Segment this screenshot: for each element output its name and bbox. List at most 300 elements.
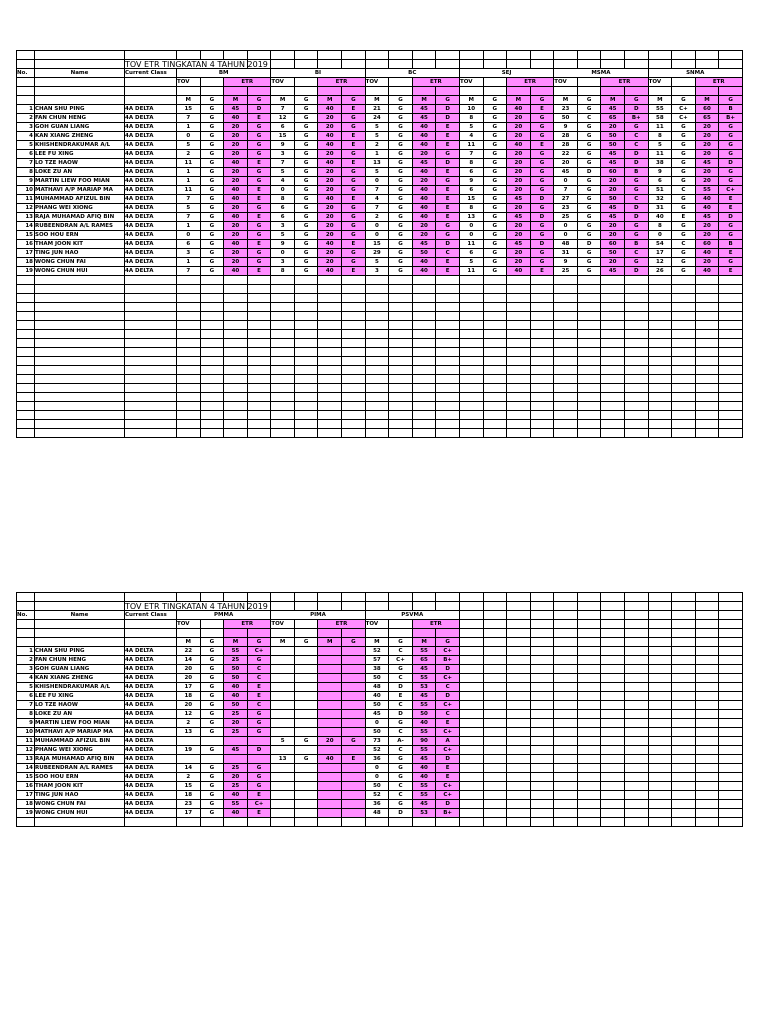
student-class: 4A DELTA — [125, 800, 177, 809]
empty-cell — [577, 357, 601, 366]
empty-cell — [342, 429, 366, 438]
empty-cell — [530, 692, 554, 701]
grade-cell: C — [624, 132, 648, 141]
grade-cell: 15 — [271, 132, 295, 141]
grade-cell: G — [342, 231, 366, 240]
empty-cell — [17, 429, 35, 438]
empty-cell — [554, 348, 578, 357]
student-name: LO TZE HAOW — [35, 159, 125, 168]
grade-cell — [318, 692, 342, 701]
grade-cell: 20 — [601, 222, 625, 231]
etr-label: ETR — [224, 620, 271, 629]
grade-cell: 40 — [412, 132, 436, 141]
student-class: 4A DELTA — [125, 222, 177, 231]
empty-cell — [17, 96, 35, 105]
grade-cell: G — [672, 204, 696, 213]
grade-cell — [177, 755, 201, 764]
empty-cell — [624, 357, 648, 366]
student-row — [17, 683, 743, 692]
empty-cell — [648, 719, 672, 728]
empty-cell — [624, 420, 648, 429]
grade-cell: E — [247, 159, 271, 168]
empty-cell — [648, 773, 672, 782]
grade-cell: G — [342, 258, 366, 267]
grade-cell: 20 — [318, 737, 342, 746]
empty-cell — [672, 746, 696, 755]
empty-cell — [483, 339, 507, 348]
empty-cell — [554, 339, 578, 348]
empty-cell — [648, 656, 672, 665]
tov-etr-row — [17, 620, 743, 629]
grade-cell: 50 — [224, 674, 248, 683]
empty-cell — [601, 638, 625, 647]
empty-cell — [695, 638, 719, 647]
grade-cell: G — [247, 231, 271, 240]
grade-cell: 20 — [695, 132, 719, 141]
empty-cell — [507, 764, 531, 773]
grade-cell: G — [577, 249, 601, 258]
empty-cell — [389, 620, 413, 629]
grade-cell — [271, 710, 295, 719]
empty-cell — [436, 593, 460, 602]
empty-cell — [294, 51, 318, 60]
grade-cell: 20 — [695, 258, 719, 267]
empty-cell — [412, 393, 436, 402]
grade-cell: 55 — [695, 186, 719, 195]
empty-cell — [389, 60, 413, 69]
grade-cell: G — [483, 213, 507, 222]
empty-cell — [125, 87, 177, 96]
empty-cell — [624, 809, 648, 818]
empty-cell — [17, 602, 35, 611]
empty-cell — [554, 629, 578, 638]
grade-cell: G — [342, 222, 366, 231]
grade-cell: G — [530, 150, 554, 159]
grade-cell: E — [247, 683, 271, 692]
empty-cell — [17, 51, 35, 60]
empty-cell — [507, 51, 531, 60]
grade-cell — [294, 782, 318, 791]
grade-cell: G — [294, 177, 318, 186]
grade-cell: 20 — [177, 701, 201, 710]
grade-cell: 60 — [695, 105, 719, 114]
grade-cell: E — [342, 105, 366, 114]
empty-cell — [648, 665, 672, 674]
empty-cell — [554, 737, 578, 746]
grade-cell: G — [200, 809, 224, 818]
empty-cell — [459, 737, 483, 746]
grade-cell — [294, 791, 318, 800]
grade-cell: 20 — [318, 249, 342, 258]
empty-cell — [318, 402, 342, 411]
blank-row — [17, 303, 743, 312]
empty-cell — [177, 303, 201, 312]
etr-label: ETR — [318, 620, 365, 629]
empty-cell — [601, 348, 625, 357]
student-row — [17, 222, 743, 231]
grade-cell: 7 — [365, 186, 389, 195]
empty-cell — [601, 809, 625, 818]
empty-cell — [17, 638, 35, 647]
empty-cell — [719, 366, 743, 375]
grade-cell: D — [530, 195, 554, 204]
mg-label: M — [554, 96, 578, 105]
empty-cell — [648, 312, 672, 321]
empty-cell — [200, 285, 224, 294]
empty-cell — [577, 629, 601, 638]
empty-cell — [648, 51, 672, 60]
grade-cell: 40 — [224, 267, 248, 276]
empty-cell — [601, 375, 625, 384]
empty-cell — [719, 411, 743, 420]
grade-cell: 55 — [412, 728, 436, 737]
empty-cell — [200, 312, 224, 321]
grade-cell — [294, 773, 318, 782]
empty-cell — [318, 294, 342, 303]
grade-cell: C+ — [247, 800, 271, 809]
grade-cell: 40 — [412, 204, 436, 213]
grade-cell: 0 — [554, 222, 578, 231]
grade-cell: G — [436, 231, 460, 240]
empty-cell — [577, 348, 601, 357]
student-name: MUHAMMAD AFIZUL BIN — [35, 195, 125, 204]
grade-cell: D — [624, 150, 648, 159]
grade-cell: 0 — [271, 249, 295, 258]
empty-cell — [17, 393, 35, 402]
row-number: 12 — [17, 746, 35, 755]
grade-cell: D — [577, 240, 601, 249]
grade-cell: E — [530, 141, 554, 150]
empty-cell — [342, 375, 366, 384]
grade-cell: G — [294, 123, 318, 132]
grade-cell: 5 — [648, 141, 672, 150]
grade-cell: 20 — [412, 222, 436, 231]
grade-cell: 40 — [318, 141, 342, 150]
empty-cell — [507, 800, 531, 809]
empty-cell — [294, 321, 318, 330]
empty-cell — [247, 339, 271, 348]
grade-cell: 40 — [224, 159, 248, 168]
grade-cell: B — [624, 240, 648, 249]
grade-cell: 40 — [224, 213, 248, 222]
grade-cell: G — [247, 150, 271, 159]
empty-cell — [483, 746, 507, 755]
subject-header-row — [17, 611, 743, 620]
row-number: 3 — [17, 123, 35, 132]
empty-cell — [459, 593, 483, 602]
grade-cell: 7 — [365, 204, 389, 213]
empty-cell — [342, 312, 366, 321]
grade-cell: C+ — [436, 791, 460, 800]
empty-cell — [695, 791, 719, 800]
empty-cell — [459, 303, 483, 312]
empty-cell — [200, 402, 224, 411]
grade-cell: G — [577, 177, 601, 186]
blank-row — [17, 321, 743, 330]
grade-cell: C — [624, 141, 648, 150]
grade-cell: G — [389, 240, 413, 249]
grade-cell: 2 — [177, 150, 201, 159]
student-class: 4A DELTA — [125, 186, 177, 195]
grade-cell: C — [436, 683, 460, 692]
student-name: KAN XIANG ZHENG — [35, 132, 125, 141]
grade-cell: E — [719, 249, 743, 258]
grade-cell: D — [436, 665, 460, 674]
grade-cell — [342, 809, 366, 818]
mg-label: G — [436, 638, 460, 647]
grade-cell: G — [719, 123, 743, 132]
grade-cell: G — [200, 719, 224, 728]
student-class: 4A DELTA — [125, 258, 177, 267]
empty-cell — [695, 330, 719, 339]
empty-cell — [624, 375, 648, 384]
empty-cell — [294, 602, 318, 611]
grade-cell: 20 — [224, 773, 248, 782]
student-name: FAN CHUN HENG — [35, 656, 125, 665]
grade-cell: 21 — [365, 105, 389, 114]
empty-cell — [624, 276, 648, 285]
empty-cell — [35, 87, 125, 96]
empty-cell — [672, 818, 696, 827]
empty-cell — [224, 276, 248, 285]
grade-cell: 20 — [412, 231, 436, 240]
empty-cell — [389, 276, 413, 285]
empty-cell — [177, 339, 201, 348]
empty-cell — [224, 384, 248, 393]
grade-cell — [318, 728, 342, 737]
grade-cell: 11 — [648, 150, 672, 159]
grade-cell — [318, 773, 342, 782]
grade-cell: 50 — [601, 141, 625, 150]
empty-cell — [672, 683, 696, 692]
empty-cell — [530, 375, 554, 384]
empty-cell — [483, 692, 507, 701]
grade-cell: 40 — [318, 105, 342, 114]
grade-cell: G — [389, 150, 413, 159]
grade-cell — [318, 809, 342, 818]
empty-cell — [224, 348, 248, 357]
empty-cell — [483, 665, 507, 674]
empty-cell — [554, 602, 578, 611]
empty-cell — [389, 330, 413, 339]
empty-cell — [554, 620, 578, 629]
empty-cell — [342, 411, 366, 420]
empty-cell — [719, 357, 743, 366]
row-number: 7 — [17, 159, 35, 168]
student-name: WONG CHUN HUI — [35, 267, 125, 276]
grade-cell: 45 — [695, 159, 719, 168]
grade-cell: 36 — [365, 755, 389, 764]
empty-cell — [483, 809, 507, 818]
grade-cell: 40 — [695, 249, 719, 258]
grade-cell: 9 — [554, 123, 578, 132]
empty-cell — [459, 60, 483, 69]
grade-cell: 38 — [648, 159, 672, 168]
grade-cell: G — [200, 123, 224, 132]
empty-cell — [577, 701, 601, 710]
grade-cell: 53 — [412, 809, 436, 818]
empty-cell — [719, 764, 743, 773]
empty-cell — [554, 60, 578, 69]
row-number: 9 — [17, 177, 35, 186]
grade-cell: E — [436, 123, 460, 132]
grade-cell: 40 — [224, 791, 248, 800]
empty-cell — [695, 312, 719, 321]
student-name: RUBEENDRAN A/L RAMES — [35, 764, 125, 773]
empty-cell — [719, 312, 743, 321]
grade-cell — [294, 656, 318, 665]
grade-cell: 50 — [224, 701, 248, 710]
empty-cell — [648, 620, 672, 629]
empty-cell — [601, 312, 625, 321]
grade-cell: G — [530, 231, 554, 240]
grade-cell: 3 — [365, 267, 389, 276]
grade-cell: 45 — [554, 168, 578, 177]
empty-cell — [483, 674, 507, 683]
empty-cell — [35, 638, 125, 647]
empty-cell — [530, 60, 554, 69]
header-gap-row — [17, 629, 743, 638]
grade-cell: 27 — [554, 195, 578, 204]
title-row — [17, 602, 743, 611]
empty-cell — [507, 312, 531, 321]
grade-cell: G — [247, 782, 271, 791]
empty-cell — [177, 87, 201, 96]
grade-cell: 11 — [177, 186, 201, 195]
grade-cell: 7 — [271, 159, 295, 168]
empty-cell — [412, 330, 436, 339]
grade-cell: G — [577, 204, 601, 213]
empty-cell — [554, 411, 578, 420]
row-number: 13 — [17, 755, 35, 764]
empty-cell — [342, 87, 366, 96]
empty-cell — [436, 393, 460, 402]
student-name: LO TZE HAOW — [35, 701, 125, 710]
grade-cell: G — [200, 204, 224, 213]
empty-cell — [17, 330, 35, 339]
grade-cell: E — [436, 168, 460, 177]
student-name: TING JUN HAO — [35, 249, 125, 258]
grade-cell: 45 — [601, 213, 625, 222]
grade-cell: 40 — [412, 258, 436, 267]
grade-cell — [294, 764, 318, 773]
grade-cell: 5 — [177, 204, 201, 213]
mg-label: G — [342, 638, 366, 647]
grade-cell: G — [672, 159, 696, 168]
grade-cell: 20 — [601, 258, 625, 267]
empty-cell — [695, 683, 719, 692]
grade-cell: D — [436, 105, 460, 114]
empty-cell — [247, 384, 271, 393]
grade-cell: 7 — [177, 267, 201, 276]
grade-cell: G — [577, 213, 601, 222]
grade-cell: 53 — [412, 683, 436, 692]
empty-cell — [601, 593, 625, 602]
empty-cell — [507, 393, 531, 402]
empty-cell — [554, 683, 578, 692]
grade-cell: G — [389, 123, 413, 132]
empty-cell — [695, 782, 719, 791]
grade-cell — [318, 791, 342, 800]
grade-cell: 31 — [648, 204, 672, 213]
grade-cell — [318, 719, 342, 728]
empty-cell — [483, 710, 507, 719]
empty-cell — [507, 294, 531, 303]
student-class: 4A DELTA — [125, 773, 177, 782]
grade-cell: 45 — [412, 105, 436, 114]
grade-cell: 20 — [224, 719, 248, 728]
grade-cell: G — [294, 231, 318, 240]
row-number: 11 — [17, 195, 35, 204]
grade-cell: G — [200, 791, 224, 800]
empty-cell — [648, 611, 672, 620]
empty-cell — [577, 611, 601, 620]
empty-cell — [125, 411, 177, 420]
grade-cell: 40 — [224, 683, 248, 692]
row-number: 17 — [17, 249, 35, 258]
empty-cell — [459, 746, 483, 755]
empty-cell — [459, 285, 483, 294]
grade-cell: G — [294, 159, 318, 168]
empty-cell — [672, 611, 696, 620]
empty-cell — [17, 87, 35, 96]
grade-cell: 0 — [271, 186, 295, 195]
empty-cell — [672, 276, 696, 285]
empty-cell — [412, 276, 436, 285]
grade-cell: 0 — [365, 177, 389, 186]
mg-label: G — [436, 96, 460, 105]
empty-cell — [695, 818, 719, 827]
empty-cell — [672, 375, 696, 384]
empty-cell — [342, 402, 366, 411]
empty-cell — [483, 357, 507, 366]
empty-cell — [35, 420, 125, 429]
empty-cell — [648, 800, 672, 809]
grade-cell: 40 — [224, 692, 248, 701]
grade-cell: 17 — [177, 683, 201, 692]
empty-cell — [624, 710, 648, 719]
empty-cell — [35, 620, 125, 629]
student-row — [17, 114, 743, 123]
grade-cell: 23 — [554, 105, 578, 114]
empty-cell — [35, 51, 125, 60]
grade-cell: D — [624, 204, 648, 213]
student-name: GOH GUAN LIANG — [35, 123, 125, 132]
grade-cell: 50 — [365, 728, 389, 737]
student-class: 4A DELTA — [125, 764, 177, 773]
empty-cell — [530, 330, 554, 339]
grade-cell: C+ — [436, 746, 460, 755]
grade-cell: G — [294, 195, 318, 204]
grade-cell: G — [342, 186, 366, 195]
empty-cell — [459, 420, 483, 429]
grade-cell — [294, 800, 318, 809]
grade-cell: 20 — [224, 177, 248, 186]
empty-cell — [648, 402, 672, 411]
grade-cell: G — [389, 719, 413, 728]
empty-cell — [436, 339, 460, 348]
mg-label: M — [271, 638, 295, 647]
empty-cell — [412, 339, 436, 348]
grade-cell — [294, 665, 318, 674]
empty-cell — [695, 276, 719, 285]
empty-cell — [200, 593, 224, 602]
grade-cell: G — [719, 141, 743, 150]
grade-cell: G — [577, 150, 601, 159]
empty-cell — [17, 357, 35, 366]
empty-cell — [530, 393, 554, 402]
grade-cell — [318, 764, 342, 773]
